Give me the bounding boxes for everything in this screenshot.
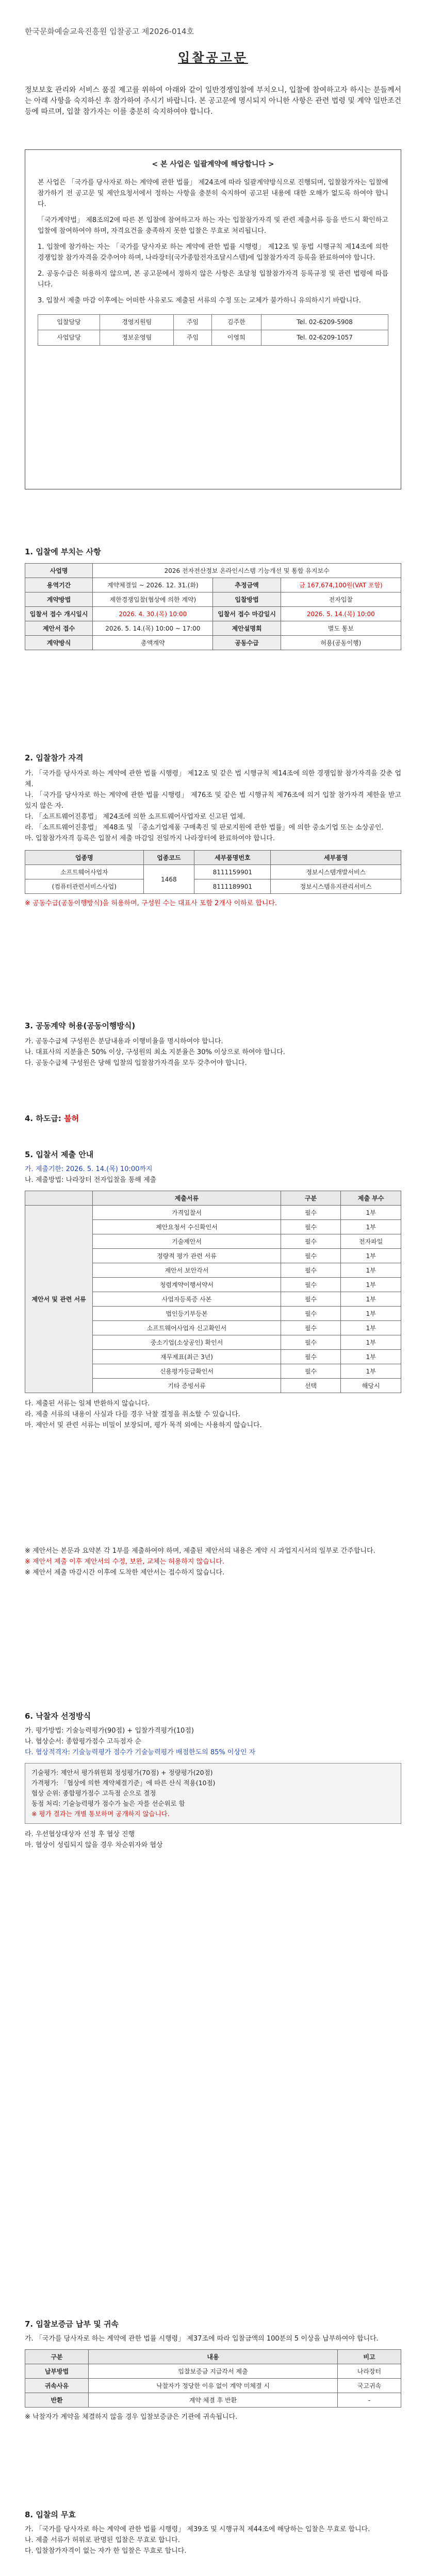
contact-name: 이영희 <box>211 330 261 346</box>
list-item: 나. 제출 서류가 허위로 판명된 입찰은 무효로 합니다. <box>25 2536 180 2544</box>
table-cell: 청렴계약이행서약서 <box>93 1278 281 1292</box>
table-row <box>25 865 401 879</box>
contact-row <box>38 330 388 346</box>
section-heading: 7. 입찰보증금 납부 및 귀속 <box>25 2319 119 2329</box>
table-cell: 낙찰자가 정당한 이유 없이 계약 미체결 시 <box>89 2379 338 2393</box>
list-item: ※ 제안서는 본문과 요약본 각 1부를 제출하여야 하며, 제출된 제안서의 내용은 계약 시 과업지시서의 일부로 간주합니다. <box>25 1547 375 1555</box>
info-key: 제안설명회 <box>213 621 281 636</box>
list-item: ※ 평가 결과는 개별 통보하며 공개하지 않습니다. <box>31 1810 170 1818</box>
section-heading: 6. 낙찰자 선정방식 <box>25 1711 91 1721</box>
table-row <box>25 2364 401 2379</box>
contact-team: 경영지원팀 <box>100 315 173 330</box>
table-row <box>25 2379 401 2393</box>
notice-paragraph: 「국가계약법」 제8조의2에 따른 본 입찰에 참여하고자 하는 자는 입찰참가자격 및 관련 제출서류 등을 반드시 확인하고 입찰에 참여하여야 하며, 자격요건을 충족하지 못한 입찰은 무효로 처리됩니다. <box>38 216 388 235</box>
table-cell: 정보시스템개발서비스 <box>271 865 401 879</box>
table-cell: 1부 <box>341 1263 401 1278</box>
table-cell: 기술제안서 <box>93 1234 281 1249</box>
section-body <box>25 2524 401 2556</box>
deposit-table <box>25 2349 401 2408</box>
info-key: 입찰서 접수 개시일시 <box>25 607 93 621</box>
list-item: 마. 제안서 및 관련 서류는 비밀이 보장되며, 평가 목적 외에는 사용하지 않습니다. <box>25 1421 262 1429</box>
info-key: 사업명 <box>25 564 93 578</box>
bid-info-table <box>25 563 401 650</box>
table-cell: 전자파일 <box>341 1234 401 1249</box>
table-cell: 필수 <box>281 1292 341 1307</box>
table-cell: 8111189901 <box>194 879 271 894</box>
info-value: 허용(공동이행) <box>281 636 401 650</box>
table-cell: 필수 <box>281 1220 341 1234</box>
info-key: 계약방법 <box>25 592 93 607</box>
list-item: 라. 우선협상대상자 선정 후 협상 진행 <box>25 1831 135 1838</box>
document-title: 입찰공고문 <box>178 50 248 65</box>
section-note: ※ 낙찰자가 계약을 체결하지 않을 경우 입찰보증금은 기관에 귀속됩니다. <box>25 2413 238 2421</box>
table-cell: 소프트웨어사업자 <box>25 865 144 879</box>
table-row <box>25 1206 401 1220</box>
group-label: 제안서 및 관련 서류 <box>25 1206 93 1393</box>
column-header: 업종코드 <box>143 851 194 865</box>
column-header: 세부품명번호 <box>194 851 271 865</box>
notice-paragraph: 1. 입찰에 참가하는 자는 「국가를 당사자로 하는 계약에 관한 법률 시행령」 제12조 및 동법 시행규칙 제14조에 의한 경쟁입찰 참가자격을 갖추어야 하며, 나라장터(국가종합전자조달시스템)에 입찰참가자격 등록을 완료하여야 합니다. <box>38 243 388 262</box>
table-cell: 국고귀속 <box>337 2379 401 2393</box>
contact-name: 김주한 <box>211 315 261 330</box>
info-key: 계약방식 <box>25 636 93 650</box>
table-cell: 기타 증빙서류 <box>93 1379 281 1393</box>
column-header: 구분 <box>25 2350 89 2364</box>
table-cell: 재무제표(최근 3년) <box>93 1350 281 1364</box>
table-cell: (컴퓨터관련서비스사업) <box>25 879 144 894</box>
list-item: 가. 공동수급체 구성원은 분담내용과 이행비율을 명시하여야 합니다. <box>25 1038 223 1045</box>
section-heading-text: 3. 공동계약 허용(공동이행방식) <box>25 1021 136 1030</box>
info-value: 2026. 4. 30.(목) 10:00 <box>93 607 213 621</box>
column-header <box>25 1191 93 1206</box>
section-7 <box>25 2318 401 2422</box>
section-note: ※ 공동수급(공동이행방식)을 허용하며, 구성원 수는 대표사 포함 2개사 이하로 합니다. <box>25 900 277 907</box>
table-cell: 계약 체결 후 반환 <box>89 2393 338 2408</box>
section-body <box>25 1164 401 1185</box>
section-body <box>25 768 401 844</box>
contact-tel: Tel. 02-6209-5908 <box>261 315 388 330</box>
section-5-notes <box>25 1546 401 1578</box>
table-cell: 정보시스템유지관리서비스 <box>271 879 401 894</box>
contact-role: 주임 <box>174 330 211 346</box>
table-cell: 1부 <box>341 1335 401 1350</box>
column-header: 제출서류 <box>93 1191 281 1206</box>
info-value: 제한경쟁입찰(협상에 의한 계약) <box>93 592 213 607</box>
column-header: 제출 부수 <box>341 1191 401 1206</box>
list-item: 나. 대표사의 지분율은 50% 이상, 구성원의 최소 지분율은 30% 이상으로 하여야 합니다. <box>25 1048 285 1056</box>
section-body <box>25 1829 401 1851</box>
table-cell: 1부 <box>341 1364 401 1379</box>
info-value: 2026 전자전산정보 온라인시스템 기능개선 및 통합 유지보수 <box>93 564 401 578</box>
table-cell: 나라장터 <box>337 2364 401 2379</box>
table-cell: 8111159901 <box>194 865 271 879</box>
list-item: 다. 제출된 서류는 일체 반환하지 않습니다. <box>25 1400 150 1408</box>
info-value: 2026. 5. 14.(목) 10:00 <box>281 607 401 621</box>
section-body <box>25 1036 401 1069</box>
table-cell: 1부 <box>341 1292 401 1307</box>
table-cell: 필수 <box>281 1263 341 1278</box>
table-cell: 반환 <box>25 2393 89 2408</box>
section-heading: 8. 입찰의 무효 <box>25 2510 76 2519</box>
list-item: 다. 입찰참가자격이 없는 자가 한 입찰은 무효로 합니다. <box>25 2547 187 2555</box>
table-cell: 제안서 보안각서 <box>93 1263 281 1278</box>
list-item: 라. 「소프트웨어진흥법」 제48조 및 「중소기업제품 구매촉진 및 판로지원에 관한 법률」에 의한 중소기업 또는 소상공인. <box>25 824 384 832</box>
section-heading: 1. 입찰에 부치는 사항 <box>25 547 101 556</box>
list-item: 가격평가: 「협상에 의한 계약체결기준」에 따른 산식 적용(10점) <box>31 1779 216 1787</box>
table-header-row <box>25 851 401 865</box>
table-cell: 필수 <box>281 1364 341 1379</box>
list-item: ※ 제안서 제출 마감시간 이후에 도착한 제안서는 접수하지 않습니다. <box>25 1569 225 1577</box>
notice-box-title: < 본 사업은 일괄계약에 해당합니다 > <box>152 160 274 168</box>
table-cell: 필수 <box>281 1307 341 1321</box>
section-body <box>25 1725 401 1758</box>
table-cell: 필수 <box>281 1335 341 1350</box>
section-body <box>25 1398 401 1431</box>
table-header-row <box>25 1191 401 1206</box>
table-row <box>25 879 401 894</box>
table-cell: - <box>337 2393 401 2408</box>
info-key: 입찰방법 <box>213 592 281 607</box>
info-value: 전자입찰 <box>281 592 401 607</box>
list-item: 가. 제출기한: 2026. 5. 14.(목) 10:00까지 <box>25 1165 153 1173</box>
list-item: 마. 협상이 성립되지 않을 경우 차순위자와 협상 <box>25 1841 163 1849</box>
column-header: 구분 <box>281 1191 341 1206</box>
contact-dept: 사업담당 <box>38 330 100 346</box>
column-header: 업종명 <box>25 851 144 865</box>
table-cell: 1468 <box>143 865 194 894</box>
table-cell: 해당시 <box>341 1379 401 1393</box>
list-item: 마. 입찰참가자격 등록은 입찰서 제출 마감일 전일까지 나라장터에 완료하여야 합니다. <box>25 835 275 842</box>
notice-paragraph: 본 사업은 「국가를 당사자로 하는 계약에 관한 법률」 제24조에 따라 일괄계약방식으로 진행되며, 입찰참가자는 입찰에 참가하기 전 공고문 및 제안요청서에서 정하는 사항을 충분히 숙지하여 공고된 내용에 대한 오해가 없도록 하여야 합니다. <box>38 179 388 208</box>
table-cell: 1부 <box>341 1278 401 1292</box>
contact-dept: 입찰담당 <box>38 315 100 330</box>
table-cell: 소프트웨어사업자 신고확인서 <box>93 1321 281 1335</box>
list-item: 기술평가: 제안서 평가위원회 정성평가(70점) + 정량평가(20점) <box>31 1769 213 1776</box>
contact-tel: Tel. 02-6209-1057 <box>261 330 388 346</box>
list-item: 나. 제출방법: 나라장터 전자입찰을 통해 제출 <box>25 1176 157 1184</box>
table-row <box>25 607 401 621</box>
table-cell: 필수 <box>281 1278 341 1292</box>
section-4 <box>25 1113 401 1124</box>
info-key: 용역기간 <box>25 578 93 592</box>
list-item: ※ 제안서 제출 이후 제안서의 수정, 보완, 교체는 허용하지 않습니다. <box>25 1558 224 1566</box>
industry-table <box>25 850 401 894</box>
section-heading: 4. 하도급: <box>25 1114 64 1123</box>
table-cell: 필수 <box>281 1350 341 1364</box>
submission-table <box>25 1191 401 1393</box>
table-cell: 법인등기부등본 <box>93 1307 281 1321</box>
table-row <box>25 564 401 578</box>
table-row <box>25 636 401 650</box>
section-1 <box>25 546 401 650</box>
info-key: 추정금액 <box>213 578 281 592</box>
list-item: 가. 「국가를 당사자로 하는 계약에 관한 법률 시행령」 제12조 및 같은 법 시행규칙 제14조에 의한 경쟁입찰 참가자격을 갖춘 업체. <box>25 770 401 788</box>
list-item: 다. 공동수급체 구성원은 당해 입찰의 입찰참가자격을 모두 갖추어야 합니다. <box>25 1059 247 1067</box>
table-cell: 납부방법 <box>25 2364 89 2379</box>
table-cell: 가격입찰서 <box>93 1206 281 1220</box>
section-body <box>25 1546 401 1578</box>
column-header: 비고 <box>337 2350 401 2364</box>
table-row <box>25 2393 401 2408</box>
info-value: 계약체결일 ~ 2026. 12. 31.(화) <box>93 578 213 592</box>
column-header: 세부품명 <box>271 851 401 865</box>
subcontract-value: 불허 <box>64 1114 79 1123</box>
list-item: 협상 순위: 종합평가점수 고득점 순으로 결정 <box>31 1789 156 1797</box>
table-cell: 1부 <box>341 1220 401 1234</box>
table-cell: 1부 <box>341 1350 401 1364</box>
section-heading: 2. 입찰참가 자격 <box>25 753 84 762</box>
notice-paragraph: 2. 공동수급은 허용하지 않으며, 본 공고문에서 정하지 않은 사항은 조달청 입찰참가자격 등록규정 및 관련 법령에 따릅니다. <box>38 270 388 289</box>
table-cell: 1부 <box>341 1206 401 1220</box>
contact-table <box>38 314 388 346</box>
info-value: 2026. 5. 14.(목) 10:00 ~ 17:00 <box>93 621 213 636</box>
contact-role: 주임 <box>174 315 211 330</box>
table-cell: 1부 <box>341 1321 401 1335</box>
info-value: 금 167,674,100원(VAT 포함) <box>281 578 401 592</box>
table-cell: 필수 <box>281 1321 341 1335</box>
contact-row <box>38 315 388 330</box>
table-cell: 중소기업(소상공인) 확인서 <box>93 1335 281 1350</box>
section-heading: 5. 입찰서 제출 안내 <box>25 1150 94 1159</box>
table-cell: 필수 <box>281 1206 341 1220</box>
evaluation-box <box>25 1763 401 1824</box>
list-item: 동점 처리: 기술능력평가 점수가 높은 자를 선순위로 함 <box>31 1800 185 1807</box>
table-cell: 귀속사유 <box>25 2379 89 2393</box>
table-cell: 입찰보증금 지급각서 제출 <box>89 2364 338 2379</box>
notice-number: 한국문화예술교육진흥원 입찰공고 제2026-014호 <box>25 27 194 36</box>
info-key: 공동수급 <box>213 636 281 650</box>
table-cell: 사업자등록증 사본 <box>93 1292 281 1307</box>
list-item: 나. 협상순서: 종합평가점수 고득점자 순 <box>25 1738 141 1745</box>
table-cell: 1부 <box>341 1307 401 1321</box>
table-cell: 신용평가등급확인서 <box>93 1364 281 1379</box>
table-header-row <box>25 2350 401 2364</box>
list-item: 라. 제출 서류의 내용이 사실과 다를 경우 낙찰 결정을 취소할 수 있습니다. <box>25 1411 240 1418</box>
list-item: 다. 「소프트웨어진흥법」 제24조에 의한 소프트웨어사업자로 신고된 업체. <box>25 813 245 821</box>
list-item: 가. 평가방법: 기술능력평가(90점) + 입찰가격평가(10점) <box>25 1727 194 1735</box>
section-5 <box>25 1149 401 1431</box>
table-cell: 1부 <box>341 1249 401 1263</box>
list-item: 나. 「국가를 당사자로 하는 계약에 관한 법률 시행령」 제76조 및 같은 법 시행규칙 제76조에 의거 입찰 참가자격 제한을 받고 있지 않은 자. <box>25 791 401 810</box>
contact-team: 정보운영팀 <box>100 330 173 346</box>
table-row <box>25 592 401 607</box>
section-8 <box>25 2509 401 2556</box>
list-item: 다. 협상적격자: 기술능력평가 점수가 기술능력평가 배점한도의 85% 이상인 자 <box>25 1749 256 1756</box>
section-2 <box>25 752 401 909</box>
intro-paragraph: 정보보호 관리와 서비스 품질 제고를 위하여 아래와 같이 일반경쟁입찰에 부치오니, 입찰에 참여하고자 하시는 분들께서는 아래 사항을 숙지하신 후 참가하여 주시기 바랍니다. 본 공고문에 명시되지 아니한 사항은 관련 법령 및 계약 일반조건 등에 따르며, 입찰 참가자는 이를 충분히 숙지하여야 합니다. <box>25 86 401 116</box>
info-value: 총액계약 <box>93 636 213 650</box>
info-key: 입찰서 접수 마감일시 <box>213 607 281 621</box>
table-cell: 제안요청서 수신확인서 <box>93 1220 281 1234</box>
notice-box <box>25 149 401 489</box>
table-row <box>25 578 401 592</box>
column-header: 내용 <box>89 2350 338 2364</box>
section-body: 가. 「국가를 당사자로 하는 계약에 관한 법률 시행령」 제37조에 따라 입찰금액의 100분의 5 이상을 납부하여야 합니다. <box>25 2335 379 2343</box>
section-6 <box>25 1710 401 1851</box>
table-cell: 정량적 평가 관련 서류 <box>93 1249 281 1263</box>
info-value: 별도 통보 <box>281 621 401 636</box>
table-cell: 필수 <box>281 1234 341 1249</box>
section-3 <box>25 1020 401 1069</box>
list-item: 가. 「국가를 당사자로 하는 계약에 관한 법률 시행령」 제39조 및 시행규칙 제44조에 해당하는 입찰은 무효로 합니다. <box>25 2526 370 2533</box>
table-cell: 선택 <box>281 1379 341 1393</box>
table-row <box>25 621 401 636</box>
info-key: 제안서 접수 <box>25 621 93 636</box>
notice-paragraph: 3. 입찰서 제출 마감 이후에는 어떠한 사유로도 제출된 서류의 수정 또는 교체가 불가하니 유의하시기 바랍니다. <box>38 297 361 304</box>
section-heading <box>25 1020 401 1031</box>
table-cell: 필수 <box>281 1249 341 1263</box>
